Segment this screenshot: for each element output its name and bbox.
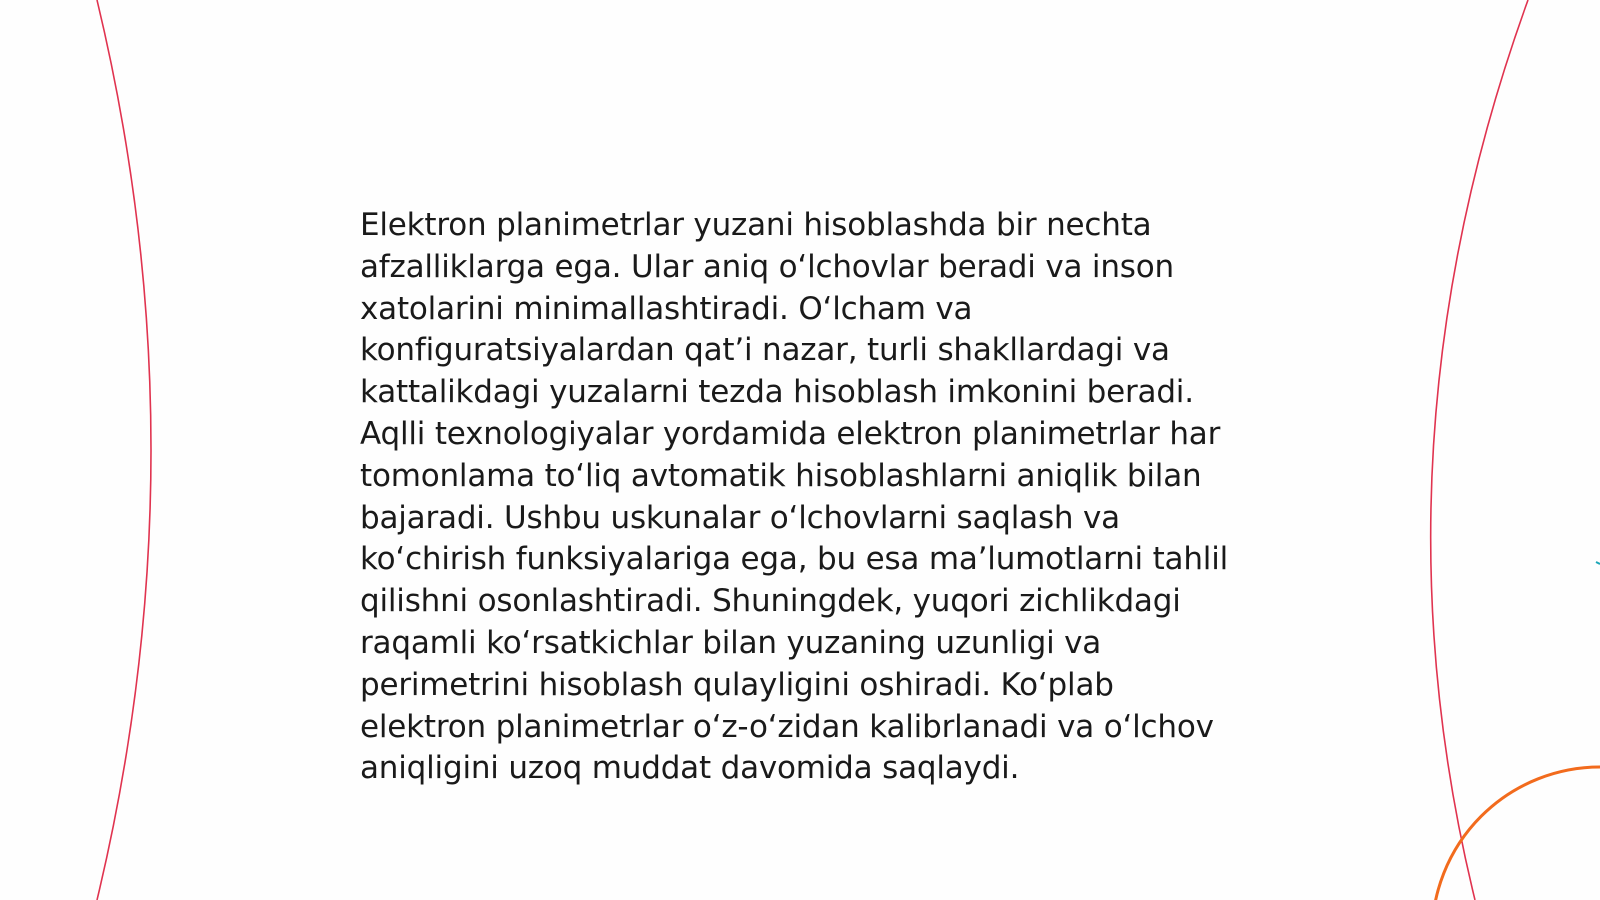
orange-circle-outline	[1432, 767, 1600, 900]
slide-body-paragraph: Elektron planimetrlar yuzani hisoblashda bir nechta afzalliklarga ega. Ular aniq oʻlchovlar beradi va inson xatolarini minimallashtiradi. Oʻlcham va konfiguratsiyalardan qatʼi nazar, turli shakllardagi va kattalikdagi yuzalarni tezda hisoblash imkonini beradi. Aqlli texnologiyalar yordamida elektron planimetrlar har tomonlama toʻliq avtomatik hisoblashlarni aniqlik bilan bajaradi. Ushbu uskunalar oʻlchovlarni saqlash va koʻchirish funksiyalariga ega, bu esa maʼlumotlarni tahlil qilishni osonlashtiradi. Shuningdek, yuqori zichlikdagi raqamli koʻrsatkichlar bilan yuzaning uzunligi va perimetrini hisoblash qulayligini oshiradi. Koʻplab elektron planimetrlar oʻz-oʻzidan kalibrlanadi va oʻlchov aniqligini uzoq muddat davomida saqlaydi.	[360, 207, 1229, 787]
teal-accent-mark	[1596, 562, 1600, 564]
left-arc-line	[97, 0, 151, 900]
right-arc-line	[1431, 0, 1528, 900]
